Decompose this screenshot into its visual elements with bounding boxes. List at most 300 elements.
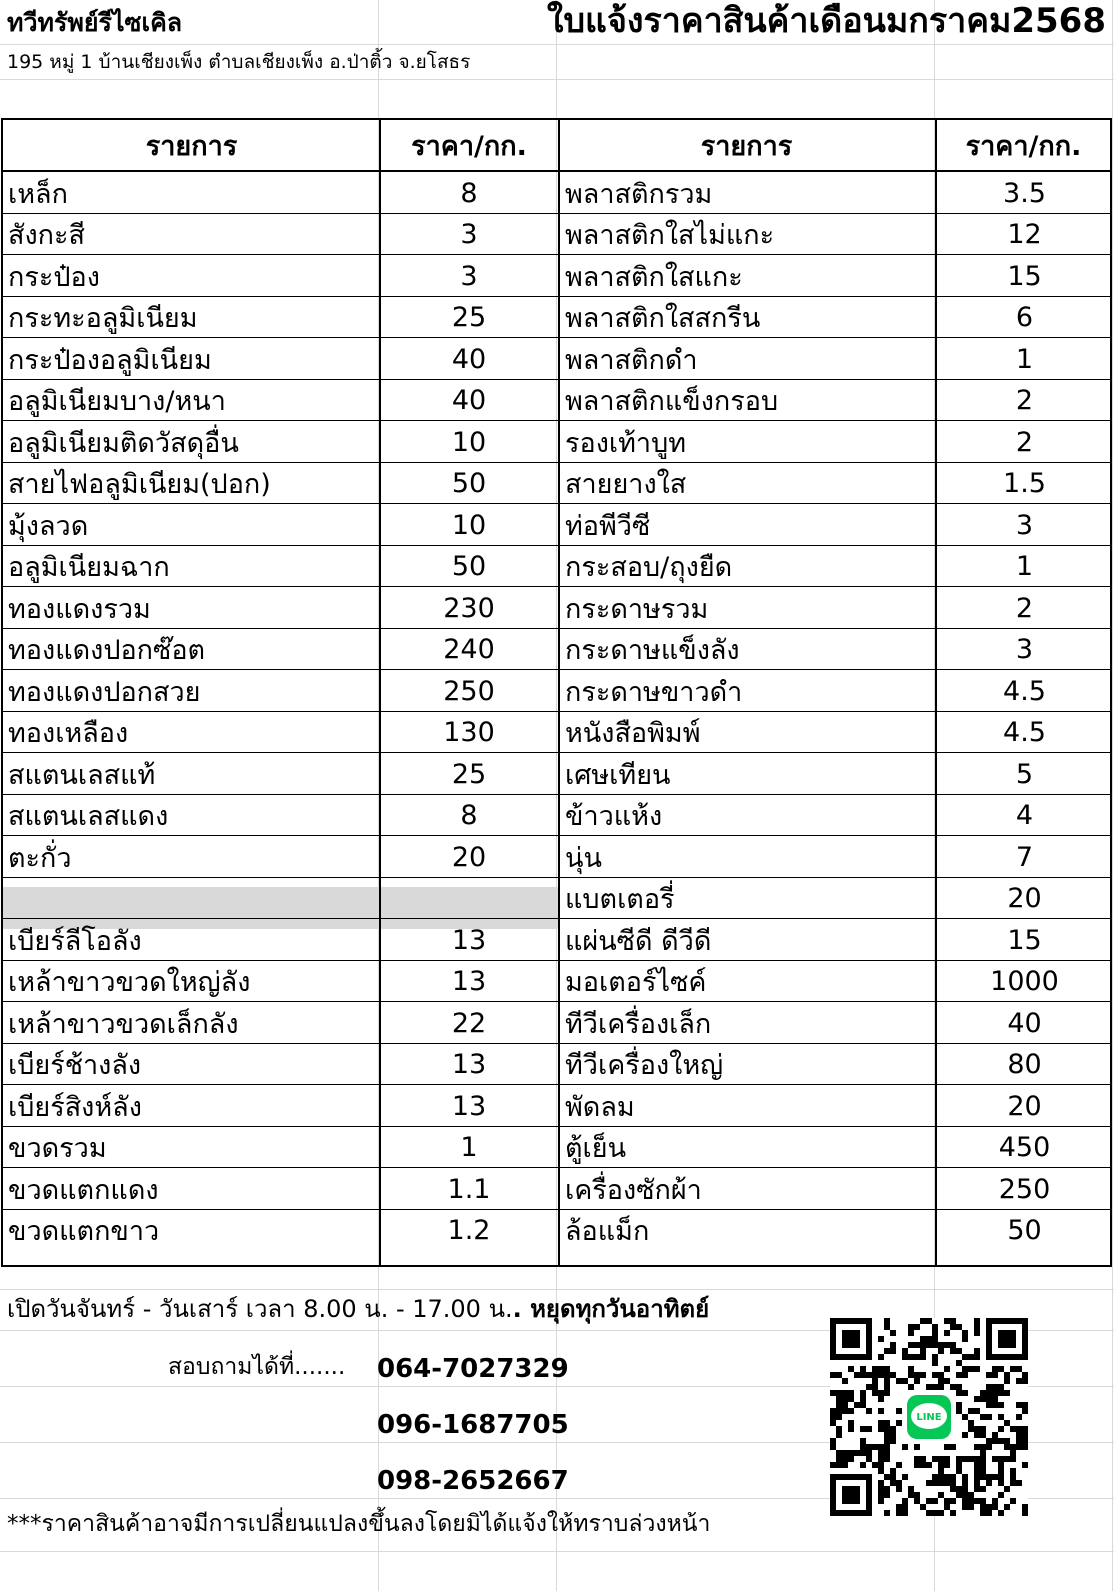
qr-module [992, 1438, 998, 1444]
qr-module [1022, 1378, 1028, 1384]
qr-module [842, 1396, 848, 1402]
price-right: 3 [1015, 634, 1034, 665]
item-left: ขวดแตกขาว [8, 1216, 160, 1247]
table-row [3, 1210, 1110, 1252]
price-left: 40 [451, 385, 487, 416]
qr-module [974, 1474, 980, 1480]
qr-module [884, 1348, 890, 1354]
qr-module [842, 1462, 848, 1468]
qr-finder [842, 1486, 860, 1504]
opening-hours-text: เปิดวันจันทร์ - วันเสาร์ เวลา 8.00 น. - 17.00 น. [7, 1295, 513, 1323]
qr-module [920, 1342, 926, 1348]
qr-module [872, 1444, 878, 1450]
qr-module [980, 1474, 986, 1480]
qr-module [932, 1480, 938, 1486]
qr-module [956, 1348, 962, 1354]
qr-module [896, 1504, 902, 1510]
qr-module [878, 1390, 884, 1396]
qr-module [878, 1366, 884, 1372]
price-left: 230 [443, 592, 495, 624]
qr-module [884, 1324, 890, 1330]
qr-module [1022, 1372, 1028, 1378]
qr-module [932, 1372, 938, 1378]
qr-module [878, 1408, 884, 1414]
qr-module [938, 1342, 944, 1348]
qr-module [860, 1402, 866, 1408]
qr-module [944, 1480, 950, 1486]
qr-module [944, 1498, 950, 1504]
qr-module [884, 1438, 890, 1444]
qr-module [914, 1324, 920, 1330]
qr-module [908, 1330, 914, 1336]
qr-module [1004, 1372, 1010, 1378]
qr-module [884, 1486, 890, 1492]
qr-module [1016, 1480, 1022, 1486]
qr-module [884, 1432, 890, 1438]
qr-module [830, 1444, 836, 1450]
price-left [380, 878, 558, 920]
qr-module [884, 1450, 890, 1456]
qr-module [920, 1372, 926, 1378]
qr-module [980, 1486, 986, 1492]
qr-module [974, 1462, 980, 1468]
price-right: 4.5 [1003, 675, 1046, 707]
column-divider [558, 120, 560, 1265]
qr-module [926, 1480, 932, 1486]
price-right: 4.5 [1003, 717, 1046, 748]
qr-module [1016, 1366, 1022, 1372]
price-right: 4 [1015, 800, 1034, 831]
price-left: 130 [443, 717, 495, 748]
qr-module [998, 1492, 1004, 1498]
qr-module [974, 1366, 980, 1372]
qr-module [890, 1474, 896, 1480]
item-right: แผ่นซีดี ดีวีดี [565, 925, 712, 957]
qr-module [932, 1354, 938, 1360]
qr-module [860, 1396, 866, 1402]
qr-module [842, 1408, 848, 1414]
qr-module [914, 1372, 920, 1378]
qr-module [902, 1444, 908, 1450]
price-right: 1000 [990, 966, 1059, 997]
qr-module [986, 1444, 992, 1450]
qr-module [986, 1504, 992, 1510]
qr-module [866, 1456, 872, 1462]
qr-module [950, 1480, 956, 1486]
qr-module [938, 1372, 944, 1378]
table-row [3, 297, 1110, 339]
qr-module [956, 1492, 962, 1498]
item-right: สายยางใส [565, 469, 687, 500]
price-right: 250 [998, 1173, 1051, 1205]
table-row [3, 421, 1110, 463]
qr-module [980, 1510, 986, 1516]
qr-module [962, 1498, 968, 1504]
qr-module [986, 1414, 992, 1420]
qr-module [842, 1456, 848, 1462]
qr-module [890, 1348, 896, 1354]
qr-module [932, 1456, 938, 1462]
price-left: 25 [451, 758, 487, 790]
price-left: 10 [451, 509, 487, 541]
qr-module [908, 1384, 914, 1390]
qr-module [914, 1342, 920, 1348]
table-row [3, 1085, 1110, 1127]
item-right: ทีวีเครื่องเล็ก [565, 1008, 712, 1040]
qr-module [836, 1372, 842, 1378]
item-right: ล้อแม็ก [565, 1216, 650, 1247]
item-right: รองเท้าบูท [565, 427, 687, 459]
qr-module [830, 1390, 836, 1396]
qr-module [878, 1468, 884, 1474]
item-left: อลูมิเนียมฉาก [8, 552, 170, 583]
qr-module [842, 1378, 848, 1384]
qr-module [836, 1432, 842, 1438]
qr-module [974, 1486, 980, 1492]
qr-module [866, 1450, 872, 1456]
qr-module [926, 1342, 932, 1348]
qr-module [1022, 1504, 1028, 1510]
item-left: เหล็ก [8, 178, 68, 210]
qr-module [896, 1510, 902, 1516]
qr-module [884, 1384, 890, 1390]
qr-module [986, 1384, 992, 1390]
qr-module [830, 1414, 836, 1420]
qr-module [1010, 1498, 1016, 1504]
table-row [3, 712, 1110, 754]
item-left: ทองแดงปอกสวย [8, 676, 201, 708]
qr-module [950, 1342, 956, 1348]
qr-module [878, 1456, 884, 1462]
qr-module [956, 1402, 962, 1408]
qr-code-icon [830, 1318, 1028, 1516]
qr-module [950, 1384, 956, 1390]
qr-module [908, 1324, 914, 1330]
qr-module [902, 1378, 908, 1384]
qr-module [878, 1426, 884, 1432]
qr-module [836, 1462, 842, 1468]
item-left: ขวดรวม [8, 1133, 107, 1164]
phone-number: 098-2652667 [377, 1466, 569, 1496]
qr-module [890, 1432, 896, 1438]
item-right: กระดาษแข็งลัง [565, 635, 740, 666]
item-left: สแตนเลสแท้ [8, 759, 156, 791]
price-right: 7 [1015, 841, 1034, 873]
qr-module [956, 1468, 962, 1474]
qr-module [992, 1390, 998, 1396]
qr-module [830, 1438, 836, 1444]
table-row [3, 836, 1110, 878]
qr-module [848, 1426, 854, 1432]
qr-module [836, 1414, 842, 1420]
item-left: เหล้าขาวขวดเล็กลัง [8, 1008, 239, 1040]
qr-module [944, 1474, 950, 1480]
qr-module [860, 1444, 866, 1450]
table-row [3, 380, 1110, 422]
qr-module [932, 1330, 938, 1336]
qr-module [848, 1408, 854, 1414]
qr-module [890, 1372, 896, 1378]
item-right: มอเตอร์ไซค์ [565, 967, 707, 998]
qr-module [968, 1504, 974, 1510]
qr-module [872, 1462, 878, 1468]
qr-module [1004, 1420, 1010, 1426]
qr-module [908, 1354, 914, 1360]
item-left: ขวดแตกแดง [8, 1174, 159, 1206]
qr-module [836, 1396, 842, 1402]
qr-module [962, 1330, 968, 1336]
qr-module [854, 1402, 860, 1408]
qr-module [848, 1450, 854, 1456]
item-right: พัดลม [565, 1091, 635, 1123]
qr-module [908, 1492, 914, 1498]
qr-module [872, 1372, 878, 1378]
qr-module [830, 1372, 836, 1378]
qr-module [1004, 1504, 1010, 1510]
qr-module [980, 1426, 986, 1432]
qr-module [926, 1336, 932, 1342]
qr-module [974, 1318, 980, 1324]
qr-module [956, 1390, 962, 1396]
gridline [0, 1289, 1114, 1290]
qr-module [938, 1468, 944, 1474]
qr-module [974, 1330, 980, 1336]
qr-module [974, 1426, 980, 1432]
qr-module [926, 1510, 932, 1516]
qr-module [914, 1456, 920, 1462]
qr-module [848, 1456, 854, 1462]
item-right: พลาสติกใสสกรีน [565, 303, 761, 334]
qr-module [992, 1384, 998, 1390]
item-left: เบียร์ลีโอลัง [8, 925, 142, 957]
item-left: ทองแดงรวม [8, 593, 151, 625]
qr-module [992, 1504, 998, 1510]
qr-module [968, 1420, 974, 1426]
price-left: 20 [451, 841, 487, 873]
qr-module [1016, 1426, 1022, 1432]
item-right: กระดาษขาวดำ [565, 676, 743, 708]
qr-module [878, 1354, 884, 1360]
line-qr-code[interactable] [830, 1318, 1028, 1516]
qr-module [1022, 1408, 1028, 1414]
price-left: 13 [451, 1090, 487, 1122]
qr-module [992, 1456, 998, 1462]
qr-module [920, 1354, 926, 1360]
qr-module [944, 1378, 950, 1384]
qr-module [878, 1444, 884, 1450]
item-right: ตู้เย็น [565, 1133, 627, 1164]
qr-module [872, 1384, 878, 1390]
item-right: พลาสติกรวม [565, 178, 713, 210]
qr-module [908, 1372, 914, 1378]
price-right: 2 [1015, 426, 1034, 458]
qr-module [914, 1354, 920, 1360]
qr-module [842, 1450, 848, 1456]
qr-module [998, 1462, 1004, 1468]
item-left: อลูมิเนียมบาง/หนา [8, 386, 226, 417]
table-row [3, 1002, 1110, 1044]
qr-module [980, 1468, 986, 1474]
qr-module [974, 1324, 980, 1330]
qr-module [866, 1384, 872, 1390]
qr-module [860, 1438, 866, 1444]
qr-module [980, 1498, 986, 1504]
price-left: 13 [451, 924, 487, 956]
qr-module [1010, 1456, 1016, 1462]
qr-module [938, 1348, 944, 1354]
qr-module [890, 1468, 896, 1474]
qr-module [848, 1366, 854, 1372]
qr-module [998, 1390, 1004, 1396]
table-row [3, 1168, 1110, 1210]
qr-module [998, 1384, 1004, 1390]
qr-module [932, 1384, 938, 1390]
qr-module [950, 1444, 956, 1450]
qr-module [962, 1336, 968, 1342]
qr-module [884, 1420, 890, 1426]
qr-module [1010, 1450, 1016, 1456]
qr-module [980, 1432, 986, 1438]
shop-name: ทวีทรัพย์รีไซเคิล [7, 8, 183, 37]
qr-module [914, 1444, 920, 1450]
price-table [1, 118, 1112, 1267]
qr-module [866, 1444, 872, 1450]
price-right: 5 [1015, 758, 1034, 790]
closed-day: . หยุดทุกวันอาทิตย์ [512, 1295, 710, 1323]
qr-module [836, 1408, 842, 1414]
price-left: 250 [443, 675, 495, 707]
qr-module [974, 1396, 980, 1402]
qr-module [1004, 1444, 1010, 1450]
qr-finder [998, 1330, 1016, 1348]
qr-module [956, 1408, 962, 1414]
qr-module [986, 1396, 992, 1402]
qr-module [908, 1486, 914, 1492]
qr-module [920, 1336, 926, 1342]
qr-module [896, 1408, 902, 1414]
qr-module [986, 1372, 992, 1378]
qr-module [884, 1372, 890, 1378]
qr-module [836, 1390, 842, 1396]
qr-module [902, 1354, 908, 1360]
qr-module [830, 1408, 836, 1414]
qr-module [992, 1474, 998, 1480]
phone-number: 064-7027329 [377, 1354, 569, 1384]
qr-module [860, 1390, 866, 1396]
qr-module [872, 1378, 878, 1384]
qr-module [944, 1444, 950, 1450]
table-row [3, 961, 1110, 1003]
item-right: ท่อพีวีซี [565, 510, 651, 542]
price-right: 3 [1015, 509, 1034, 541]
table-row [3, 463, 1110, 505]
qr-module [950, 1324, 956, 1330]
item-left: อลูมิเนียมติดวัสดุอื่น [8, 427, 239, 459]
qr-module [842, 1402, 848, 1408]
qr-module [878, 1450, 884, 1456]
qr-module [974, 1468, 980, 1474]
price-right: 3.5 [1003, 177, 1046, 209]
qr-module [998, 1468, 1004, 1474]
item-left: ทองแดงปอกซ๊อต [8, 635, 206, 666]
qr-module [878, 1396, 884, 1402]
qr-module [932, 1336, 938, 1342]
item-right: พลาสติกแข็งกรอบ [565, 386, 779, 417]
qr-module [956, 1456, 962, 1462]
qr-module [1016, 1432, 1022, 1438]
qr-module [998, 1414, 1004, 1420]
qr-module [1022, 1438, 1028, 1444]
qr-module [1022, 1462, 1028, 1468]
qr-module [998, 1480, 1004, 1486]
header-item-right: รายการ [700, 131, 793, 162]
qr-module [944, 1366, 950, 1372]
qr-module [860, 1450, 866, 1456]
qr-module [836, 1450, 842, 1456]
item-right: พลาสติกใสไม่แกะ [565, 220, 775, 251]
item-left: เบียร์สิงห์ลัง [8, 1091, 142, 1123]
qr-module [1022, 1510, 1028, 1516]
gridline [0, 79, 1114, 80]
qr-module [896, 1420, 902, 1426]
qr-module [950, 1348, 956, 1354]
price-right: 1 [1015, 343, 1034, 375]
qr-module [1016, 1444, 1022, 1450]
qr-module [944, 1462, 950, 1468]
qr-module [962, 1414, 968, 1420]
inquire-label: สอบถามได้ที่....... [168, 1354, 346, 1380]
qr-module [1010, 1474, 1016, 1480]
item-right: กระดาษรวม [565, 593, 709, 625]
qr-module [968, 1408, 974, 1414]
qr-module [950, 1474, 956, 1480]
qr-module [986, 1402, 992, 1408]
qr-module [974, 1456, 980, 1462]
qr-module [950, 1510, 956, 1516]
qr-module [884, 1318, 890, 1324]
qr-module [980, 1456, 986, 1462]
qr-module [968, 1354, 974, 1360]
qr-module [884, 1426, 890, 1432]
header-item-left: รายการ [145, 131, 238, 162]
item-right: หนังสือพิมพ์ [565, 718, 701, 749]
item-left: สแตนเลสแดง [8, 801, 169, 832]
qr-module [974, 1432, 980, 1438]
qr-module [944, 1318, 950, 1324]
table-row [3, 255, 1110, 297]
qr-module [938, 1456, 944, 1462]
qr-module [890, 1480, 896, 1486]
qr-module [1004, 1456, 1010, 1462]
qr-module [962, 1432, 968, 1438]
qr-module [926, 1384, 932, 1390]
qr-module [884, 1510, 890, 1516]
table-row [3, 1127, 1110, 1169]
qr-module [878, 1492, 884, 1498]
qr-module [866, 1372, 872, 1378]
qr-module [974, 1444, 980, 1450]
item-left: ตะกั่ว [8, 842, 72, 874]
qr-module [962, 1480, 968, 1486]
qr-module [878, 1420, 884, 1426]
price-right: 12 [1007, 219, 1042, 250]
qr-module [1022, 1426, 1028, 1432]
header-price-left: ราคา/กก. [411, 131, 527, 162]
qr-module [968, 1456, 974, 1462]
price-left: 8 [460, 800, 478, 831]
qr-module [884, 1492, 890, 1498]
gridline [0, 1551, 1114, 1552]
